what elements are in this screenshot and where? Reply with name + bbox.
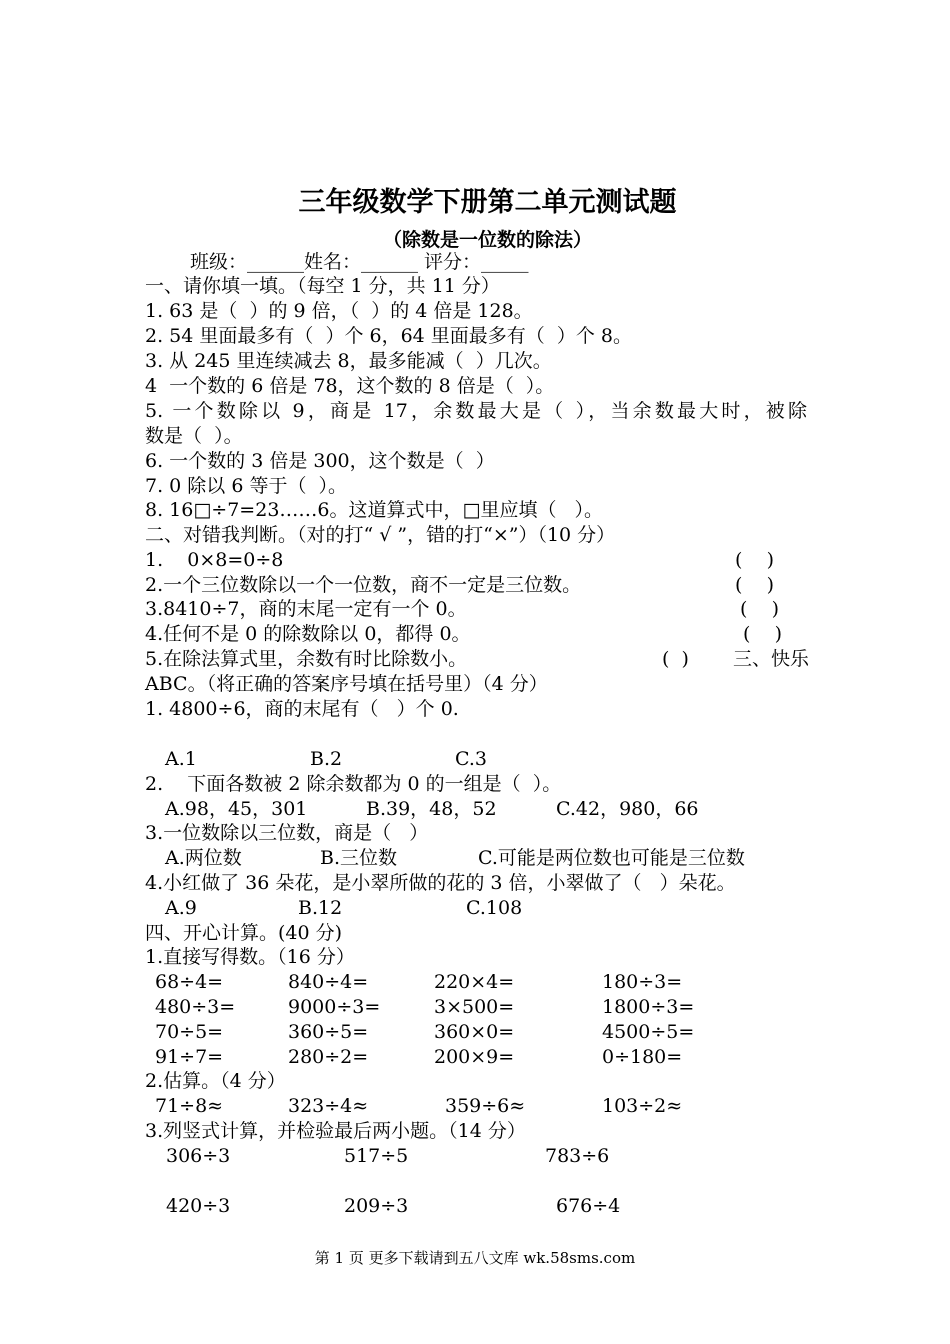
estimate-item: 71÷8≈ [155,1095,224,1117]
calc-item: 360×0= [434,1021,515,1043]
section1-q8: 8. 16□÷7=23……6。这道算式中，□里应填（ ）。 [145,499,604,521]
answer-bracket: ( ) [743,623,782,645]
vertical-calc-item: 306÷3 [166,1145,231,1167]
section3-q2: 2. 下面各数被 2 除余数都为 0 的一组是（ ）。 [145,773,562,795]
section3-heading-start: 三、快乐 [733,648,810,670]
calc-item: 840÷4= [288,971,369,993]
section4-part2: 2.估算。（4 分） [145,1070,286,1092]
section1-q4: 4 一个数的 6 倍是 78，这个数的 8 倍是（ ）。 [145,375,555,397]
option-b: B.2 [310,748,343,770]
section2-item-1: 1. 0×8=0÷8 [145,549,284,571]
option-c: C.可能是两位数也可能是三位数 [478,847,745,869]
section2-heading: 二、对错我判断。（对的打“ √ ”，错的打“×”）（10 分） [145,524,616,546]
calc-item: 3×500= [434,996,515,1018]
section1-heading: 一、请你填一填。（每空 1 分，共 11 分） [145,275,500,297]
section3-q3: 3.一位数除以三位数，商是（ ） [145,822,429,844]
answer-bracket: ( ) [735,549,774,571]
page-footer: 第 1 页 更多下载请到五八文库 wk.58sms.com [314,1249,636,1267]
estimate-item: 103÷2≈ [602,1095,683,1117]
section1-q6: 6. 一个数的 3 倍是 300，这个数是（ ） [145,450,495,472]
calc-item: 480÷3= [155,996,236,1018]
calc-item: 0÷180= [602,1046,683,1068]
calc-item: 68÷4= [155,971,224,993]
calc-item: 280÷2= [288,1046,369,1068]
answer-bracket: ( ) [740,598,779,620]
section3-q1: 1. 4800÷6，商的末尾有（ ）个 0. [145,698,459,720]
calc-item: 70÷5= [155,1021,224,1043]
option-b: B.39，48，52 [366,798,497,820]
section1-q7: 7. 0 除以 6 等于（ ）。 [145,475,348,497]
option-a: A.两位数 [165,847,242,869]
section4-heading: 四、开心计算。(40 分) [145,922,343,944]
option-c: C.3 [455,748,487,770]
vertical-calc-item: 783÷6 [545,1145,610,1167]
option-b: B.三位数 [320,847,398,869]
vertical-calc-item: 676÷4 [556,1195,621,1217]
option-a: A.98，45，301 [165,798,308,820]
section2-item-3: 3.8410÷7，商的末尾一定有一个 0。 [145,598,467,620]
section4-part1: 1.直接写得数。（16 分） [145,946,355,968]
section1-q3: 3. 从 245 里连续减去 8，最多能减（ ）几次。 [145,350,552,372]
calc-item: 180÷3= [602,971,683,993]
option-a: A.1 [165,748,197,770]
page-title: 三年级数学下册第二单元测试题 [298,187,677,218]
section2-item-4: 4.任何不是 0 的除数除以 0，都得 0。 [145,623,471,645]
section1-q1: 1. 63 是（ ）的 9 倍，（ ）的 4 倍是 128。 [145,300,533,322]
section1-q5-line2: 数是（ ）。 [145,425,243,447]
calc-item: 200×9= [434,1046,515,1068]
calc-item: 220×4= [434,971,515,993]
option-a: A.9 [165,897,197,919]
calc-item: 91÷7= [155,1046,224,1068]
student-info-line: 班级：______姓名：______ 评分：_____ [190,251,529,273]
section3-heading: ABC。（将正确的答案序号填在括号里）（4 分） [145,673,548,695]
vertical-calc-item: 420÷3 [166,1195,231,1217]
calc-item: 4500÷5= [602,1021,695,1043]
section4-part3: 3.列竖式计算，并检验最后两小题。（14 分） [145,1120,526,1142]
section1-q5-line1: 5. 一个数除以 9，商是 17，余数最大是（ ），当余数最大时，被除 [145,400,807,422]
section2-item-2: 2.一个三位数除以一个一位数，商不一定是三位数。 [145,574,582,596]
option-c: C.42，980，66 [556,798,699,820]
section2-item-5: 5.在除法算式里，余数有时比除数小。 [145,648,468,670]
vertical-calc-item: 209÷3 [344,1195,409,1217]
page-subtitle: （除数是一位数的除法） [382,229,592,251]
calc-item: 360÷5= [288,1021,369,1043]
calc-item: 1800÷3= [602,996,695,1018]
estimate-item: 323÷4≈ [288,1095,369,1117]
calc-item: 9000÷3= [288,996,381,1018]
section1-q2: 2. 54 里面最多有（ ）个 6，64 里面最多有（ ）个 8。 [145,325,633,347]
option-c: C.108 [466,897,523,919]
vertical-calc-item: 517÷5 [344,1145,409,1167]
answer-bracket: ( ) [662,648,689,670]
option-b: B.12 [298,897,343,919]
answer-bracket: ( ) [735,574,774,596]
estimate-item: 359÷6≈ [445,1095,526,1117]
section3-q4: 4.小红做了 36 朵花，是小翠所做的花的 3 倍，小翠做了（ ）朵花。 [145,872,736,894]
